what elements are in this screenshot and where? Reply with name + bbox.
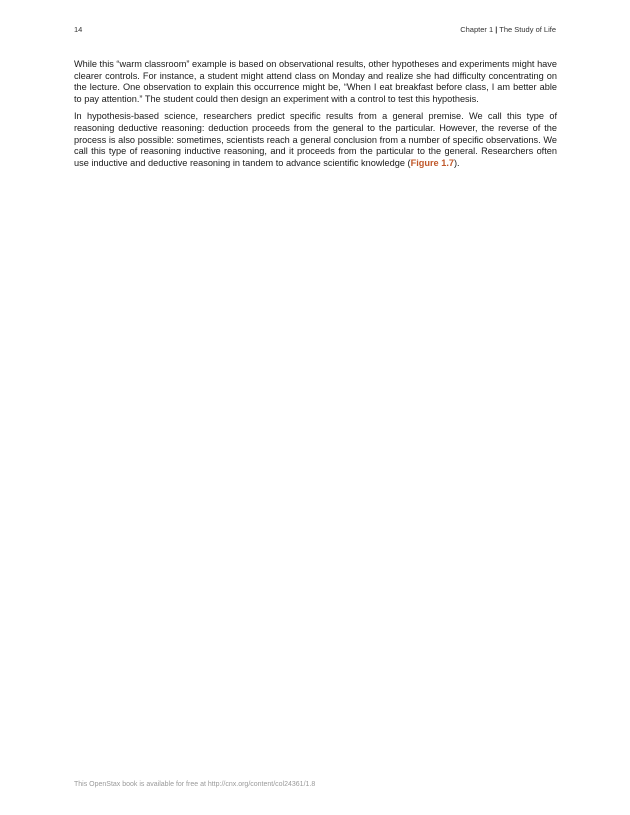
running-head <box>460 25 556 34</box>
paragraph-reasoning <box>74 111 557 169</box>
paragraph-warm-classroom: While this “warm classroom” example is based on observational results, other hypotheses and experiments might have clearer controls. For instance, a student might attend class on Monday and realize she had difficulty concentrating on the lecture. One observation to explain this occurrence might be, “When I eat breakfast before class, I am better able to pay attention.” The student could then design an experiment with a control to test this hypothesis. <box>74 59 557 104</box>
paragraph-reasoning-end: ). <box>453 157 460 168</box>
chapter-title: The Study of Life <box>499 24 556 34</box>
paragraph-reasoning-text: In hypothesis-based science, researchers predict specific results from a general premise. We call this type of reasoning deductive reasoning: deduction proceeds from the general to the particular. However, the reverse of the process is also possible: sometimes, scientists reach a general conclusion from a number of specific observations. We call this type of reasoning inductive reasoning, and it proceeds from the particular to the general. Researchers often use inductive and deductive reasoning in tandem to advance scientific knowledge ( <box>74 111 557 168</box>
header-separator: | <box>495 24 498 34</box>
page-footer: This OpenStax book is available for free at http://cnx.org/content/col24361/1.8 <box>74 781 316 788</box>
page-header <box>74 22 556 36</box>
page-number: 14 <box>74 24 83 34</box>
chapter-label: Chapter 1 <box>460 24 494 34</box>
main-content <box>74 59 557 175</box>
figure-1-7-link[interactable]: Figure 1.7 <box>410 157 454 168</box>
